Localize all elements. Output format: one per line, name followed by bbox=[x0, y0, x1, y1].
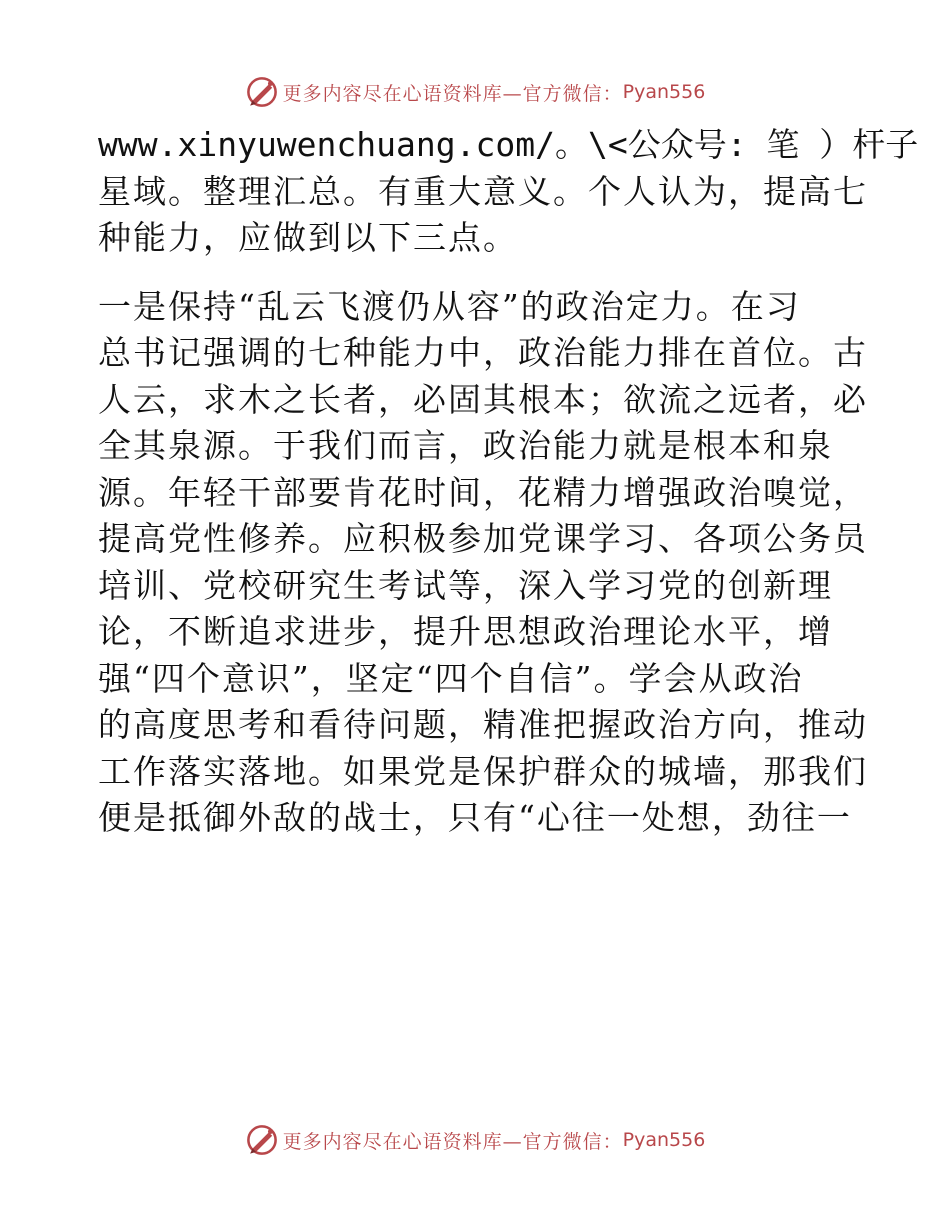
document-body bbox=[98, 122, 919, 842]
header-banner-text: 更多内容尽在心语资料库—官方微信： bbox=[282, 82, 623, 105]
text-line: 强“四个意识”，坚定“四个自信”。学会从政治 bbox=[98, 658, 804, 698]
text-line: 工作落实落地。如果党是保护群众的城墙，那我们 bbox=[98, 751, 868, 791]
text-line: 培训、党校研究生考试等，深入学习党的创新理 bbox=[98, 565, 833, 605]
text-line: 便是抵御外敌的战士，只有“心往一处想，劲往一 bbox=[98, 798, 852, 837]
footer-banner bbox=[0, 1118, 950, 1162]
text-line: 的高度思考和看待问题，精准把握政治方向，推动 bbox=[98, 705, 868, 744]
text-line: 人云，求木之长者，必固其根本；欲流之远者，必 bbox=[98, 379, 868, 419]
paragraph-1 bbox=[98, 122, 919, 262]
footer-banner-text: 更多内容尽在心语资料库—官方微信： bbox=[282, 1130, 623, 1153]
header-banner bbox=[0, 70, 950, 114]
text-line: 星域。整理汇总。有重大意义。个人认为，提高七 bbox=[98, 171, 868, 211]
text-line: 论，不断追求进步，提升思想政治理论水平，增 bbox=[98, 612, 833, 651]
text-line: www.xinyuwenchuang.com/。\<公众号: 笔 ）杆子 bbox=[98, 125, 919, 164]
pen-logo-icon bbox=[245, 1123, 279, 1157]
paragraph-gap bbox=[98, 262, 858, 284]
text-line: 总书记强调的七种能力中，政治能力排在首位。古 bbox=[98, 333, 868, 372]
header-banner-handle: Pyan556 bbox=[622, 81, 706, 103]
paragraph-2 bbox=[98, 284, 868, 842]
text-line: 提高党性修养。应积极参加党课学习、各项公务员 bbox=[98, 519, 868, 558]
text-line: 种能力，应做到以下三点。 bbox=[98, 218, 518, 257]
pen-logo-icon bbox=[245, 75, 279, 109]
text-line: 全其泉源。于我们而言，政治能力就是根本和泉 bbox=[98, 426, 833, 465]
text-line: 源。年轻干部要肯花时间，花精力增强政治嗅觉， bbox=[98, 472, 868, 512]
text-line: 一是保持“乱云飞渡仍从容”的政治定力。在习 bbox=[98, 286, 801, 326]
footer-banner-handle: Pyan556 bbox=[622, 1129, 706, 1151]
